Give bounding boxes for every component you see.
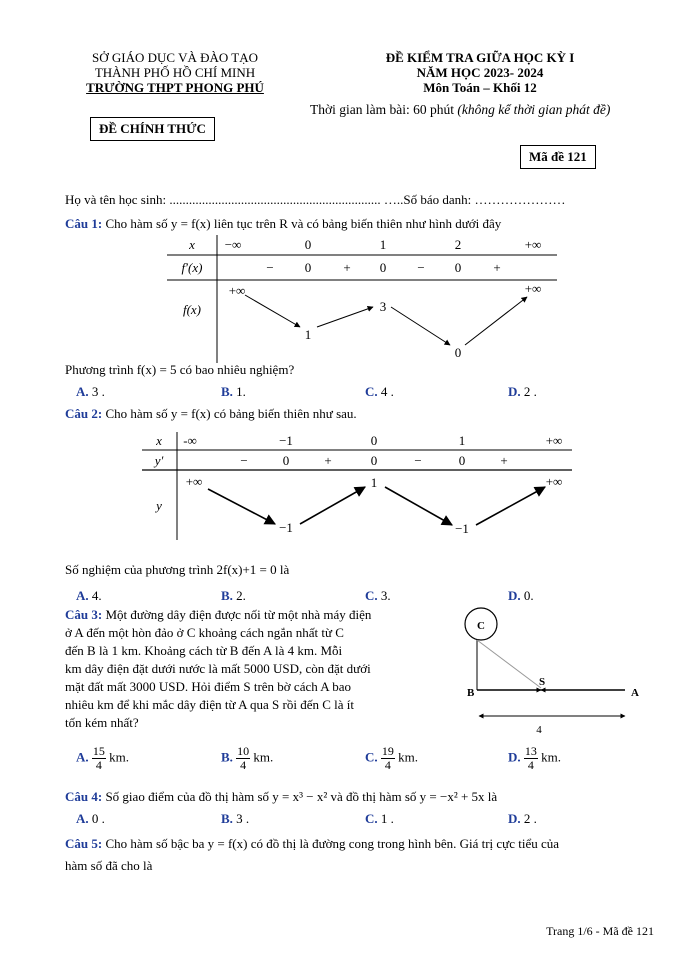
q1-fp-zero2: 0 [379, 260, 387, 275]
q1-option-a-letter: A. [76, 384, 89, 399]
q3-option-a-num: 15 [92, 744, 105, 758]
q2-option-d-letter: D. [508, 588, 521, 603]
q1-x-0: 0 [304, 237, 312, 252]
q1-option-a[interactable] [76, 384, 105, 400]
q1-f-min1: 1 [304, 327, 312, 342]
q3-option-d-unit: km. [541, 749, 562, 765]
q1-arrow-3 [391, 307, 450, 345]
q1-fp-zero1: 0 [304, 260, 312, 275]
q2-y-posinf-left: +∞ [185, 474, 203, 489]
q3-options [76, 745, 636, 781]
q1-x-header: x [189, 237, 195, 252]
q1-option-d-value: 2 . [523, 384, 537, 399]
point-a-label: A [631, 687, 639, 699]
q2-option-a-value: 4. [91, 588, 102, 603]
exam-code: Mã đề 121 [529, 149, 587, 164]
q2-option-b-value: 2. [236, 588, 246, 603]
q3-option-c-den: 4 [384, 758, 391, 772]
q4-option-c-value: 1 . [380, 811, 394, 826]
official-badge [90, 117, 215, 141]
q2-yp-zero1: 0 [282, 453, 290, 468]
q1-fp-sign3: − [417, 260, 425, 275]
official-label: ĐỀ CHÍNH THỨC [99, 121, 206, 136]
q2-yp-header: y′ [154, 453, 164, 468]
header-right [330, 50, 630, 95]
time-text: Thời gian làm bài: 60 phút [310, 102, 454, 117]
q1-f-max3: 3 [379, 299, 387, 314]
q1-label: Câu 1: [65, 216, 103, 231]
dept-name: SỞ GIÁO DỤC VÀ ĐÀO TẠO [92, 50, 258, 65]
q2-option-d[interactable] [508, 588, 534, 604]
q2-yp-zero3: 0 [458, 453, 466, 468]
q2-y-min1: −1 [279, 520, 293, 535]
q2-arrow-1 [208, 489, 275, 524]
q3-option-c[interactable] [365, 745, 418, 772]
q2-option-a[interactable] [76, 588, 102, 604]
q1-variation-table [165, 235, 560, 365]
question-5 [65, 833, 660, 877]
q3-option-b-num: 10 [237, 744, 250, 758]
q3-option-a-unit: km. [109, 749, 130, 765]
q2-option-c[interactable] [365, 588, 391, 604]
q2-y-header: y [156, 498, 162, 513]
q3-option-a-den: 4 [95, 758, 102, 772]
q5-label: Câu 5: [65, 836, 103, 851]
q1-option-c[interactable] [365, 384, 394, 400]
time-note: (không kể thời gian phát đề) [457, 102, 611, 117]
q1-option-d[interactable] [508, 384, 537, 400]
q2-variation-table [140, 432, 575, 542]
q4-option-c[interactable] [365, 811, 394, 827]
q3-line-2: ở A đến một hòn đảo ở C khoảng cách ngắn nhất từ C [65, 625, 344, 640]
q4-option-d-letter: D. [508, 811, 521, 826]
q2-x-m1: −1 [279, 433, 293, 448]
point-b-label: B [467, 687, 475, 699]
subject: Môn Toán – Khối 12 [423, 80, 537, 95]
q3-line-5: mặt đất mất 3000 USD. Hỏi điểm S trên bờ cách A bao [65, 679, 351, 694]
question-1 [65, 216, 501, 232]
distance-label: 4 [536, 724, 542, 736]
q1-fp-header: f′(x) [181, 260, 203, 275]
question-3 [65, 606, 430, 732]
q1-option-c-letter: C. [365, 384, 378, 399]
school-year: NĂM HỌC 2023- 2024 [416, 65, 544, 80]
q2-y-posinf-right: +∞ [545, 474, 563, 489]
q1-option-d-letter: D. [508, 384, 521, 399]
q4-option-b-letter: B. [221, 811, 233, 826]
q2-yp-sign4: + [500, 453, 508, 468]
q1-arrow-2 [317, 307, 373, 327]
page-footer: Trang 1/6 - Mã đề 121 [546, 924, 654, 938]
q3-figure [455, 606, 655, 741]
q2-x-neginf: -∞ [183, 433, 197, 448]
q1-fp-sign4: + [493, 260, 501, 275]
q3-line-3: đến B là 1 km. Khoảng cách từ B đến A là 4 km. Mỗi [65, 643, 343, 658]
q3-option-b-unit: km. [253, 749, 274, 765]
segment-cs [477, 640, 541, 688]
question-4 [65, 789, 497, 805]
q1-option-b-letter: B. [221, 384, 233, 399]
q2-option-d-value: 0. [523, 588, 534, 603]
school-name: TRƯỜNG THPT PHONG PHÚ [86, 80, 264, 95]
time-line [310, 102, 610, 118]
q2-text: Cho hàm số y = f(x) có bảng biến thiên như sau. [105, 406, 357, 421]
q4-option-c-letter: C. [365, 811, 378, 826]
q2-arrow-4 [476, 487, 545, 525]
exam-title: ĐỀ KIỂM TRA GIỮA HỌC KỲ I [385, 50, 575, 65]
q4-option-a-value: 0 . [91, 811, 105, 826]
q3-line-1: Một đường dây điện được nối từ một nhà máy điện [105, 607, 372, 622]
q3-label: Câu 3: [65, 607, 103, 622]
q3-option-c-letter: C. [365, 749, 378, 765]
q2-option-b-letter: B. [221, 588, 233, 603]
q1-text: Cho hàm số y = f(x) liên tục trên R và có bảng biến thiên như hình dưới đây [105, 216, 502, 231]
q3-line-6: nhiêu km để khi mắc dây điện từ A qua S rồi đến C là ít [65, 697, 355, 712]
q2-x-0: 0 [370, 433, 378, 448]
q4-option-d[interactable] [508, 811, 537, 827]
q2-yp-sign3: − [414, 453, 422, 468]
q1-fp-zero3: 0 [454, 260, 462, 275]
q2-y-max: 1 [370, 475, 378, 490]
q1-f-header: f(x) [182, 302, 202, 317]
city-name: THÀNH PHỐ HỒ CHÍ MINH [94, 65, 256, 80]
q3-option-b-den: 4 [240, 758, 247, 772]
q3-option-c-unit: km. [398, 749, 419, 765]
q2-option-a-letter: A. [76, 588, 89, 603]
q2-option-c-value: 3. [380, 588, 391, 603]
q3-option-d-num: 13 [524, 744, 537, 758]
q1-option-b[interactable] [221, 384, 246, 400]
q1-arrow-4 [465, 297, 527, 345]
q1-x-posinf: +∞ [524, 237, 542, 252]
q3-option-a[interactable] [76, 745, 129, 772]
q5-text-1: Cho hàm số bậc ba y = f(x) có đồ thị là đường cong trong hình bên. Giá trị cực tiểu của [105, 836, 560, 851]
q2-yp-zero2: 0 [370, 453, 378, 468]
q3-option-d-den: 4 [527, 758, 534, 772]
q1-f-posinf-right: +∞ [524, 281, 542, 296]
q2-option-c-letter: C. [365, 588, 378, 603]
q1-option-c-value: 4 . [380, 384, 394, 399]
point-c-label: C [477, 620, 485, 632]
q1-x-neginf: −∞ [224, 237, 242, 252]
q2-y-min2: −1 [455, 521, 469, 536]
q2-label: Câu 2: [65, 406, 103, 421]
q3-option-a-letter: A. [76, 749, 89, 765]
q2-arrow-3 [385, 487, 452, 525]
q1-fp-sign2: + [343, 260, 351, 275]
q2-x-header: x [156, 433, 162, 448]
q3-option-b[interactable] [221, 745, 273, 772]
q1-f-min0: 0 [454, 345, 462, 360]
q1-x-2: 2 [454, 237, 462, 252]
q2-arrow-2 [300, 487, 365, 524]
question-2 [65, 406, 357, 422]
q3-option-b-letter: B. [221, 749, 233, 765]
exam-code-badge [520, 145, 596, 169]
q3-option-c-num: 19 [381, 744, 394, 758]
q4-option-a-letter: A. [76, 811, 89, 826]
q4-option-a[interactable] [76, 811, 105, 827]
q4-option-b-value: 3 . [236, 811, 250, 826]
q4-text: Số giao điểm của đồ thị hàm số y = x³ − x² và đồ thị hàm số y = −x² + 5x là [105, 789, 498, 804]
header-left [60, 50, 290, 95]
q3-line-7: tốn kém nhất? [65, 715, 139, 730]
q1-f-posinf-left: +∞ [228, 283, 246, 298]
q3-option-d[interactable] [508, 745, 561, 772]
q3-option-d-letter: D. [508, 749, 521, 765]
q2-option-b[interactable] [221, 588, 246, 604]
q2-yp-sign2: + [324, 453, 332, 468]
q4-option-d-value: 2 . [523, 811, 537, 826]
q5-text-2: hàm số đã cho là [65, 858, 153, 873]
q1-arrow-1 [245, 295, 300, 327]
student-info-line: Họ và tên học sinh: ................................................................. …..Số báo danh: ………………… [65, 192, 566, 207]
q2-x-1: 1 [458, 433, 466, 448]
q2-yp-sign1: − [240, 453, 248, 468]
q2-x-posinf: +∞ [545, 433, 563, 448]
q1-prompt: Phương trình f(x) = 5 có bao nhiêu nghiệm? [65, 362, 295, 377]
q3-line-4: km dây điện đặt dưới nước là mất 5000 USD, còn đặt dưới [65, 661, 371, 676]
q1-x-1: 1 [379, 237, 387, 252]
point-s-label: S [539, 676, 546, 688]
q4-option-b[interactable] [221, 811, 249, 827]
q1-option-b-value: 1. [236, 384, 246, 399]
q4-label: Câu 4: [65, 789, 103, 804]
q1-fp-sign1: − [266, 260, 274, 275]
q2-prompt: Số nghiệm của phương trình 2f(x)+1 = 0 là [65, 562, 290, 577]
q1-option-a-value: 3 . [91, 384, 105, 399]
